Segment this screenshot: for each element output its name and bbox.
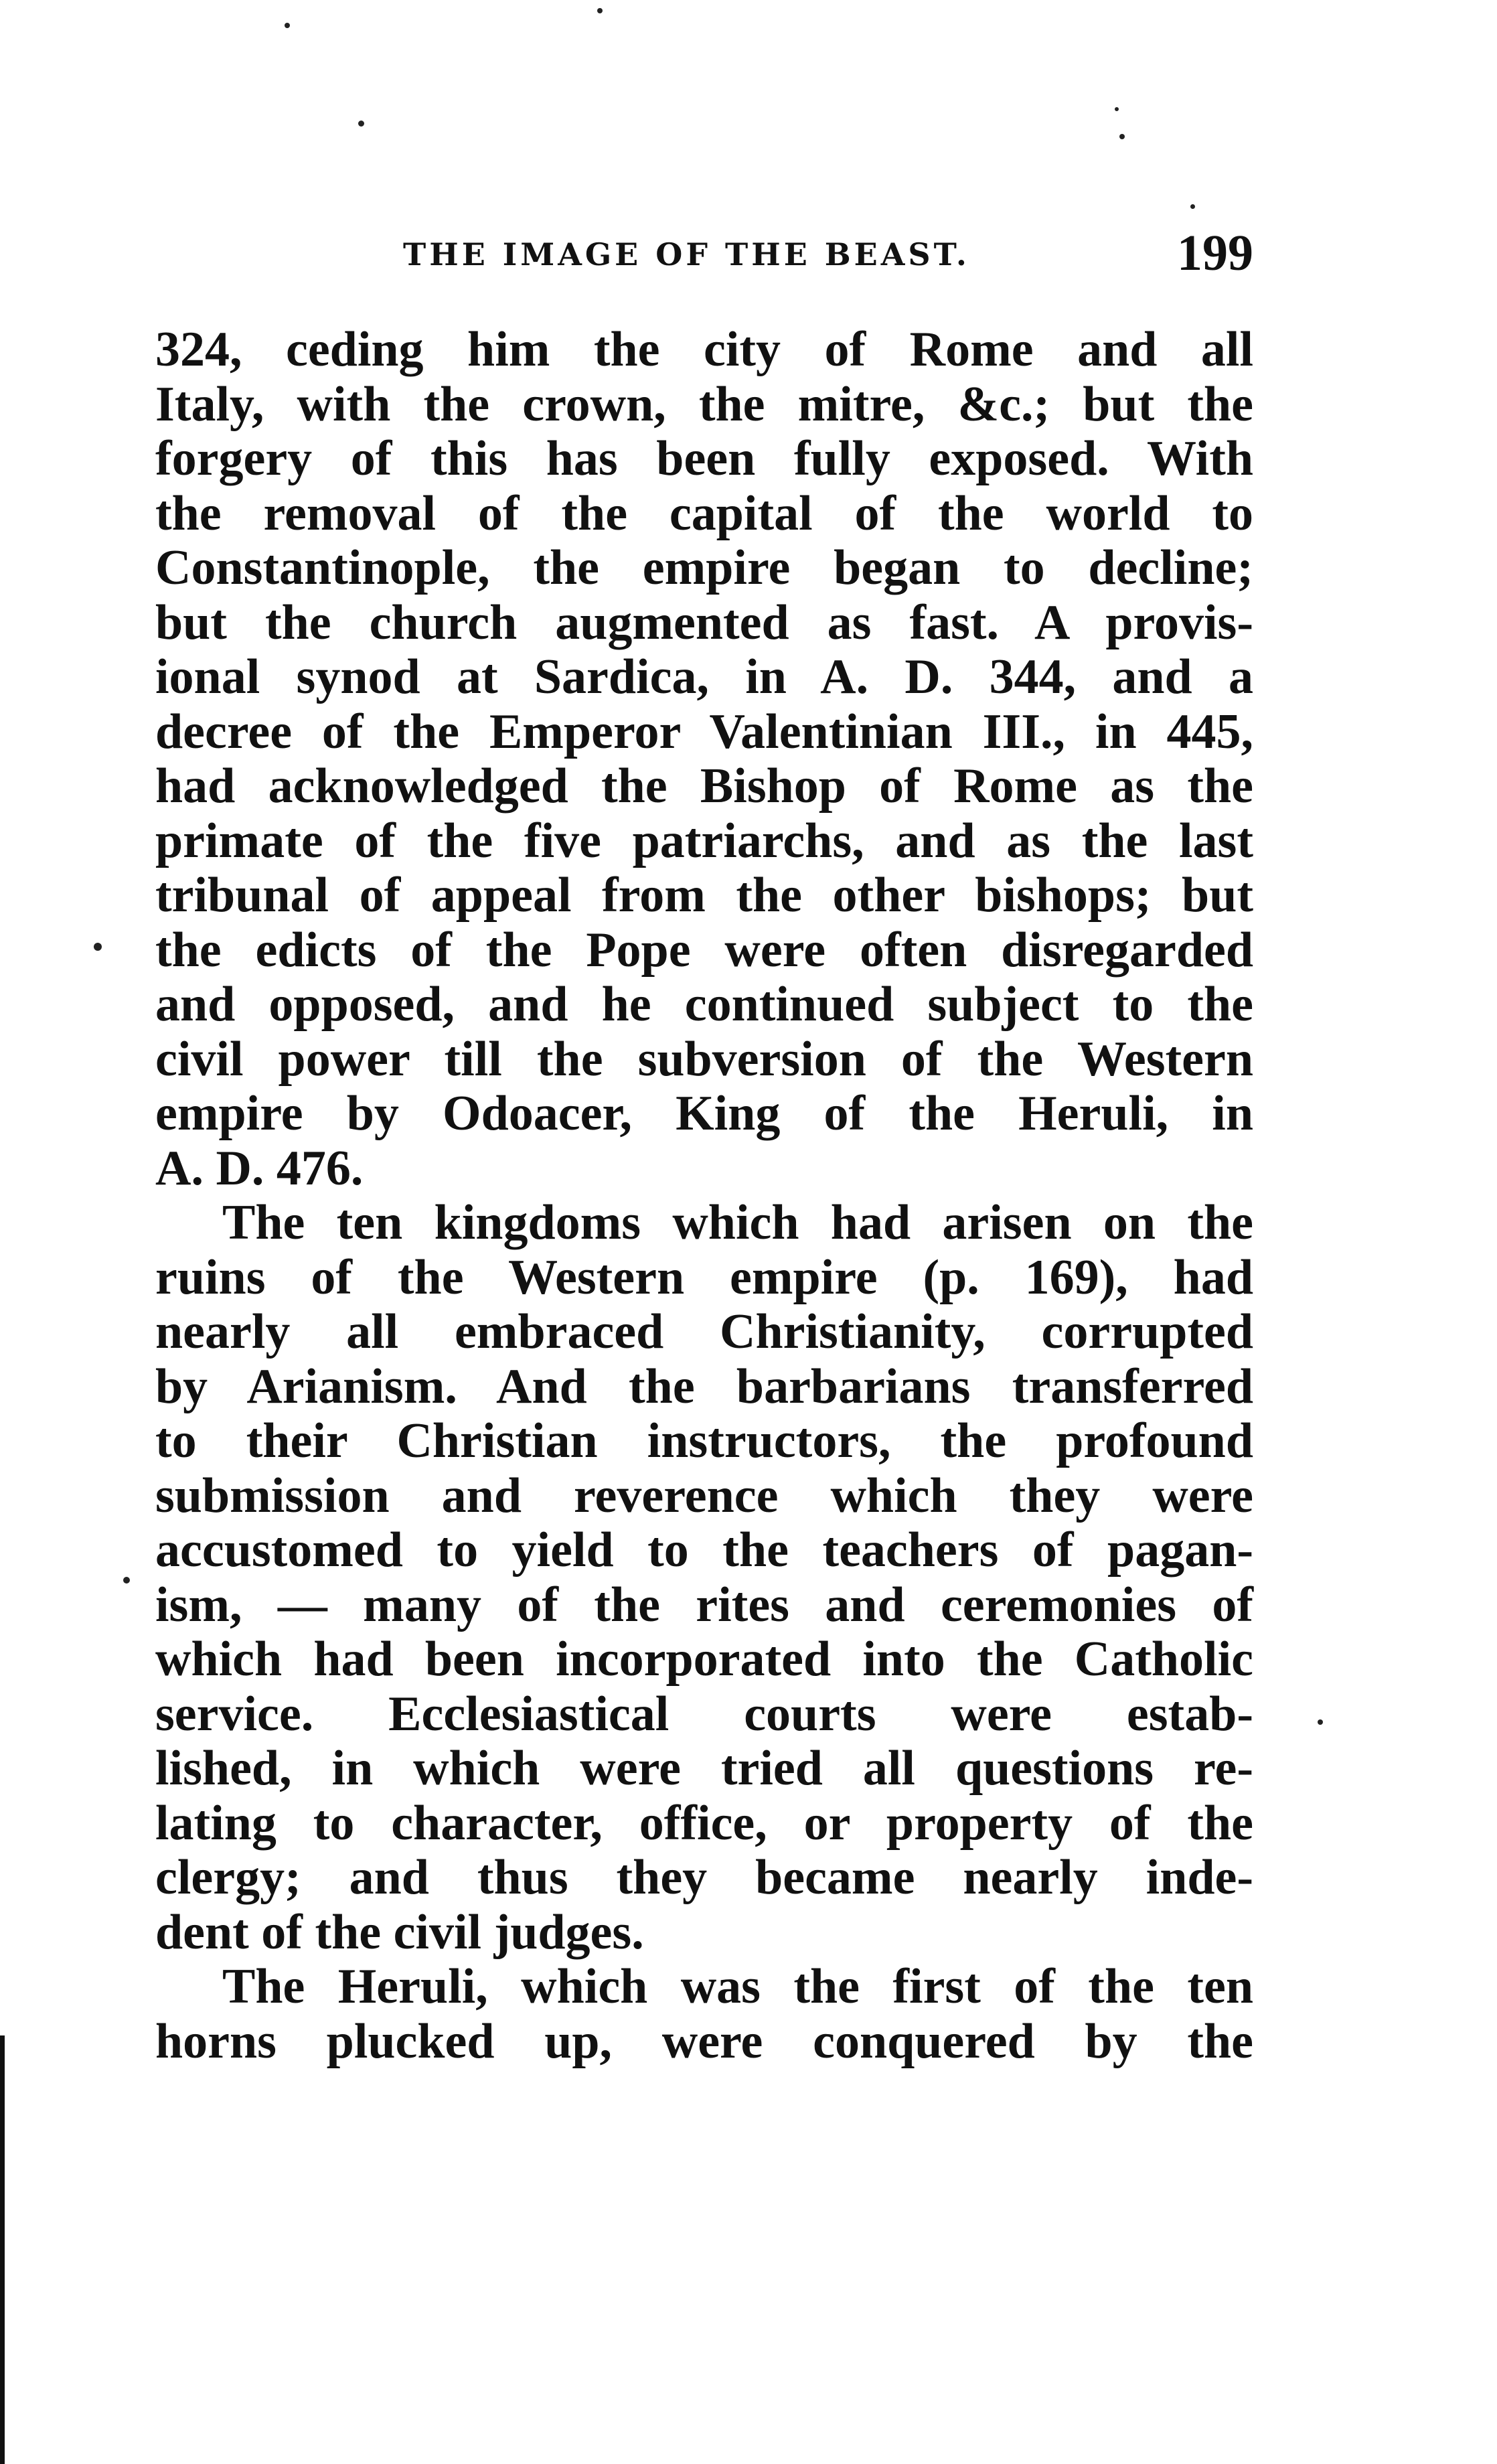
text-line: tribunal of appeal from the other bishops; but (155, 868, 1253, 923)
paragraph (155, 1196, 1253, 1960)
text-line: The ten kingdoms which had arisen on the (222, 1195, 1253, 1250)
text-line: by Arianism. And the barbarians transferred (155, 1359, 1253, 1414)
page-number: 199 (1177, 225, 1253, 281)
text-line: the edicts of the Pope were often disregarded (155, 922, 1253, 978)
text-line: ism, — many of the rites and ceremonies of (155, 1577, 1253, 1632)
text-line: ruins of the Western empire (p. 169), had (155, 1249, 1253, 1305)
text-line: and opposed, and he continued subject to the (155, 977, 1253, 1032)
text-line: ional synod at Sardica, in A. D. 344, and a (155, 649, 1253, 704)
ink-speck (123, 1577, 130, 1584)
text-line: but the church augmented as fast. A provis- (155, 595, 1253, 650)
ink-speck (285, 23, 290, 28)
ink-speck (1190, 204, 1195, 209)
text-line: primate of the five patriarchs, and as the last (155, 813, 1253, 868)
text-line: to their Christian instructors, the profound (155, 1413, 1253, 1468)
paragraph (155, 323, 1253, 1196)
paragraph (155, 1960, 1253, 2069)
text-line: clergy; and thus they became nearly inde- (155, 1850, 1253, 1905)
ink-speck (597, 8, 603, 13)
text-line: which had been incorporated into the Catholic (155, 1632, 1253, 1687)
text-line: decree of the Emperor Valentinian III., in 445, (155, 704, 1253, 759)
page-header (155, 224, 1253, 281)
text-line: Constantinople, the empire began to decline; (155, 540, 1253, 595)
ink-speck (1318, 1719, 1323, 1725)
text-line: the removal of the capital of the world to (155, 485, 1253, 541)
text-line: lished, in which were tried all questions re- (155, 1741, 1253, 1796)
text-line: service. Ecclesiastical courts were estab- (155, 1686, 1253, 1742)
ink-speck (94, 943, 102, 951)
body-text (155, 323, 1253, 2069)
page-edge-rule (0, 2035, 5, 2464)
running-title: THE IMAGE OF THE BEAST. (403, 236, 970, 273)
text-line: Italy, with the crown, the mitre, &c.; but the (155, 376, 1253, 432)
text-line: A. D. 476. (155, 1140, 364, 1196)
text-line: The Heruli, which was the first of the ten (222, 1959, 1253, 2014)
ink-speck (358, 121, 364, 127)
text-line: civil power till the subversion of the Western (155, 1031, 1253, 1087)
text-line: accustomed to yield to the teachers of pagan- (155, 1523, 1253, 1577)
text-line: had acknowledged the Bishop of Rome as the (155, 759, 1253, 814)
text-line: empire by Odoacer, King of the Heruli, in (155, 1086, 1253, 1141)
text-line: dent of the civil judges. (155, 1904, 644, 1960)
text-line: 324, ceding him the city of Rome and all (155, 322, 1253, 377)
text-line: nearly all embraced Christianity, corrupted (155, 1304, 1253, 1359)
text-line: forgery of this has been fully exposed. With (155, 431, 1253, 486)
text-line: horns plucked up, were conquered by the (155, 2013, 1253, 2069)
text-line: submission and reverence which they were (155, 1468, 1253, 1523)
text-line: lating to character, office, or property of the (155, 1795, 1253, 1851)
ink-speck (1115, 107, 1119, 111)
ink-speck (1119, 134, 1125, 139)
